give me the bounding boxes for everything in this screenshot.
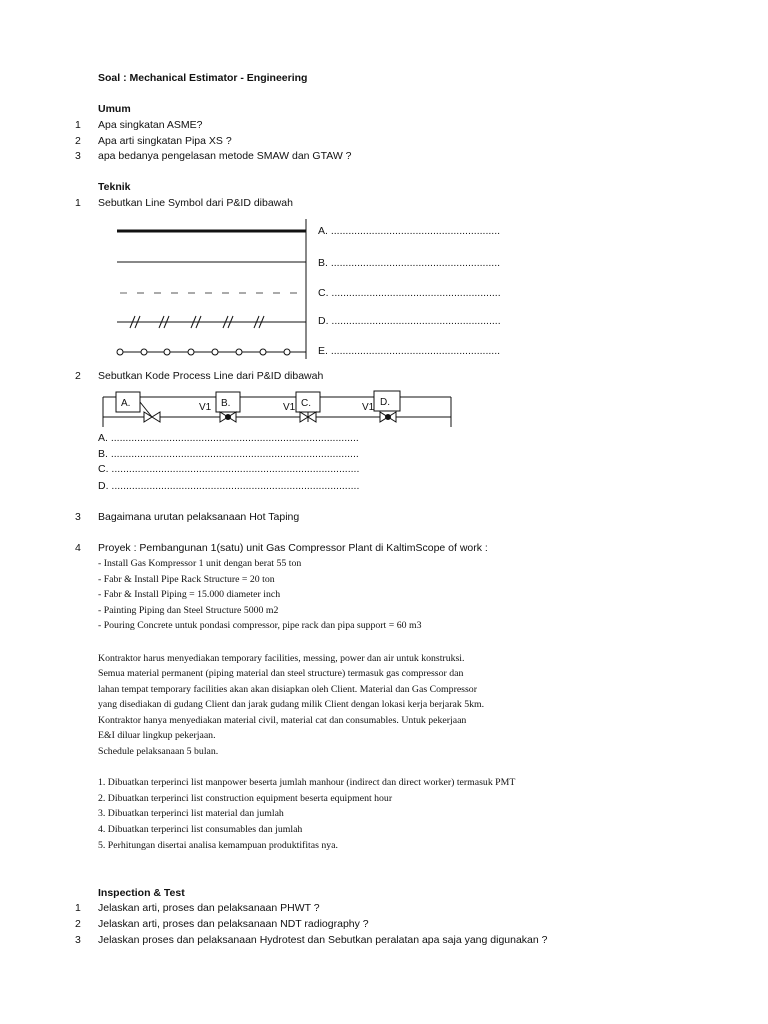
section-heading-umum: Umum: [98, 103, 131, 115]
ball-valve-icon: [380, 412, 396, 422]
answer-line-a: A. ..........................................................: [318, 225, 501, 237]
paragraph-line: Kontraktor hanya menyediakan material civil, material cat dan consumables. Untuk pekerjaan: [98, 715, 467, 726]
paragraph-line: Kontraktor harus menyediakan temporary facilities, messing, power dan air untuk konstruksi.: [98, 653, 465, 664]
teknik-q1-number: 1: [75, 197, 81, 209]
valve-tag-2: V1: [283, 402, 296, 413]
answer-line-c: C. ..........................................................: [318, 287, 501, 299]
task-item: 4. Dibuatkan terperinci list consumables dan jumlah: [98, 824, 303, 835]
paragraph-line: lahan tempat temporary facilities akan akan disiapkan oleh Client. Material dan Gas Compressor: [98, 684, 477, 695]
scope-item: - Install Gas Kompressor 1 unit dengan berat 55 ton: [98, 558, 302, 569]
valve-tag-1: V1: [199, 402, 212, 413]
box-d-label: D.: [380, 397, 390, 408]
page-title: Soal : Mechanical Estimator - Engineering: [98, 72, 308, 84]
inspection-q2-text: Jelaskan arti, proses dan pelaksanaan NDT radiography ?: [98, 918, 369, 930]
paragraph-line: Semua material permanent (piping material dan steel structure) termasuk gas compressor dan: [98, 668, 464, 679]
process-answer-c: C. .....................................................................................: [98, 463, 360, 475]
paragraph-line: yang disediakan di gudang Client dan jarak gudang milik Client dengan lokasi kerja berjarak 5km.: [98, 699, 485, 710]
inspection-q1-text: Jelaskan arti, proses dan pelaksanaan PHWT ?: [98, 902, 320, 914]
teknik-q3-number: 3: [75, 511, 81, 523]
teknik-q4-number: 4: [75, 542, 81, 554]
teknik-q3-text: Bagaimana urutan pelaksanaan Hot Taping: [98, 511, 300, 523]
box-c-label: C.: [301, 398, 311, 409]
answer-line-d: D. ..........................................................: [318, 315, 501, 327]
umum-q1-text: Apa singkatan ASME?: [98, 119, 203, 131]
inspection-q3-text: Jelaskan proses dan pelaksanaan Hydrotest dan Sebutkan peralatan apa saja yang digunakan ?: [98, 934, 548, 946]
task-item: 5. Perhitungan disertai analisa kemampuan produktifitas nya.: [98, 840, 338, 851]
umum-q1-number: 1: [75, 119, 81, 131]
umum-q3-text: apa bedanya pengelasan metode SMAW dan GTAW ?: [98, 150, 352, 162]
inspection-q1-number: 1: [75, 902, 81, 914]
control-valve-icon: [220, 412, 236, 422]
answer-line-e: E. ..........................................................: [318, 345, 501, 357]
inspection-q3-number: 3: [75, 934, 81, 946]
scope-item: - Fabr & Install Pipe Rack Structure = 20 ton: [98, 574, 275, 585]
task-item: 1. Dibuatkan terperinci list manpower beserta jumlah manhour (indirect dan direct worker) termasuk PMT: [98, 777, 516, 788]
section-heading-inspection: Inspection & Test: [98, 887, 185, 899]
umum-q3-number: 3: [75, 150, 81, 162]
inspection-q2-number: 2: [75, 918, 81, 930]
scope-item: - Fabr & Install Piping = 15.000 diameter inch: [98, 589, 281, 600]
task-item: 2. Dibuatkan terperinci list construction equipment beserta equipment hour: [98, 793, 393, 804]
valve-tag-3: V1: [362, 402, 375, 413]
paragraph-line: E&I diluar lingkup pekerjaan.: [98, 730, 216, 741]
paragraph-line: Schedule pelaksanaan 5 bulan.: [98, 746, 219, 757]
check-valve-icon: [300, 412, 316, 422]
scope-item: - Pouring Concrete untuk pondasi compressor, pipe rack dan pipa support = 60 m3: [98, 620, 422, 631]
process-answer-b: B. .....................................................................................: [98, 448, 359, 460]
process-answer-a: A. .....................................................................................: [98, 432, 359, 444]
task-item: 3. Dibuatkan terperinci list material dan jumlah: [98, 808, 284, 819]
umum-q2-number: 2: [75, 135, 81, 147]
teknik-q1-text: Sebutkan Line Symbol dari P&ID dibawah: [98, 197, 293, 209]
section-heading-teknik: Teknik: [98, 181, 131, 193]
process-answer-d: D. .....................................................................................: [98, 480, 360, 492]
teknik-q4-text: Proyek : Pembangunan 1(satu) unit Gas Compressor Plant di KaltimScope of work :: [98, 542, 488, 554]
teknik-q2-text: Sebutkan Kode Process Line dari P&ID dibawah: [98, 370, 324, 382]
box-a-label: A.: [121, 398, 131, 409]
teknik-q2-number: 2: [75, 370, 81, 382]
scope-item: - Painting Piping dan Steel Structure 5000 m2: [98, 605, 279, 616]
box-b-label: B.: [221, 398, 231, 409]
answer-line-b: B. ..........................................................: [318, 257, 501, 269]
gate-valve-icon: [144, 412, 160, 422]
umum-q2-text: Apa arti singkatan Pipa XS ?: [98, 135, 232, 147]
